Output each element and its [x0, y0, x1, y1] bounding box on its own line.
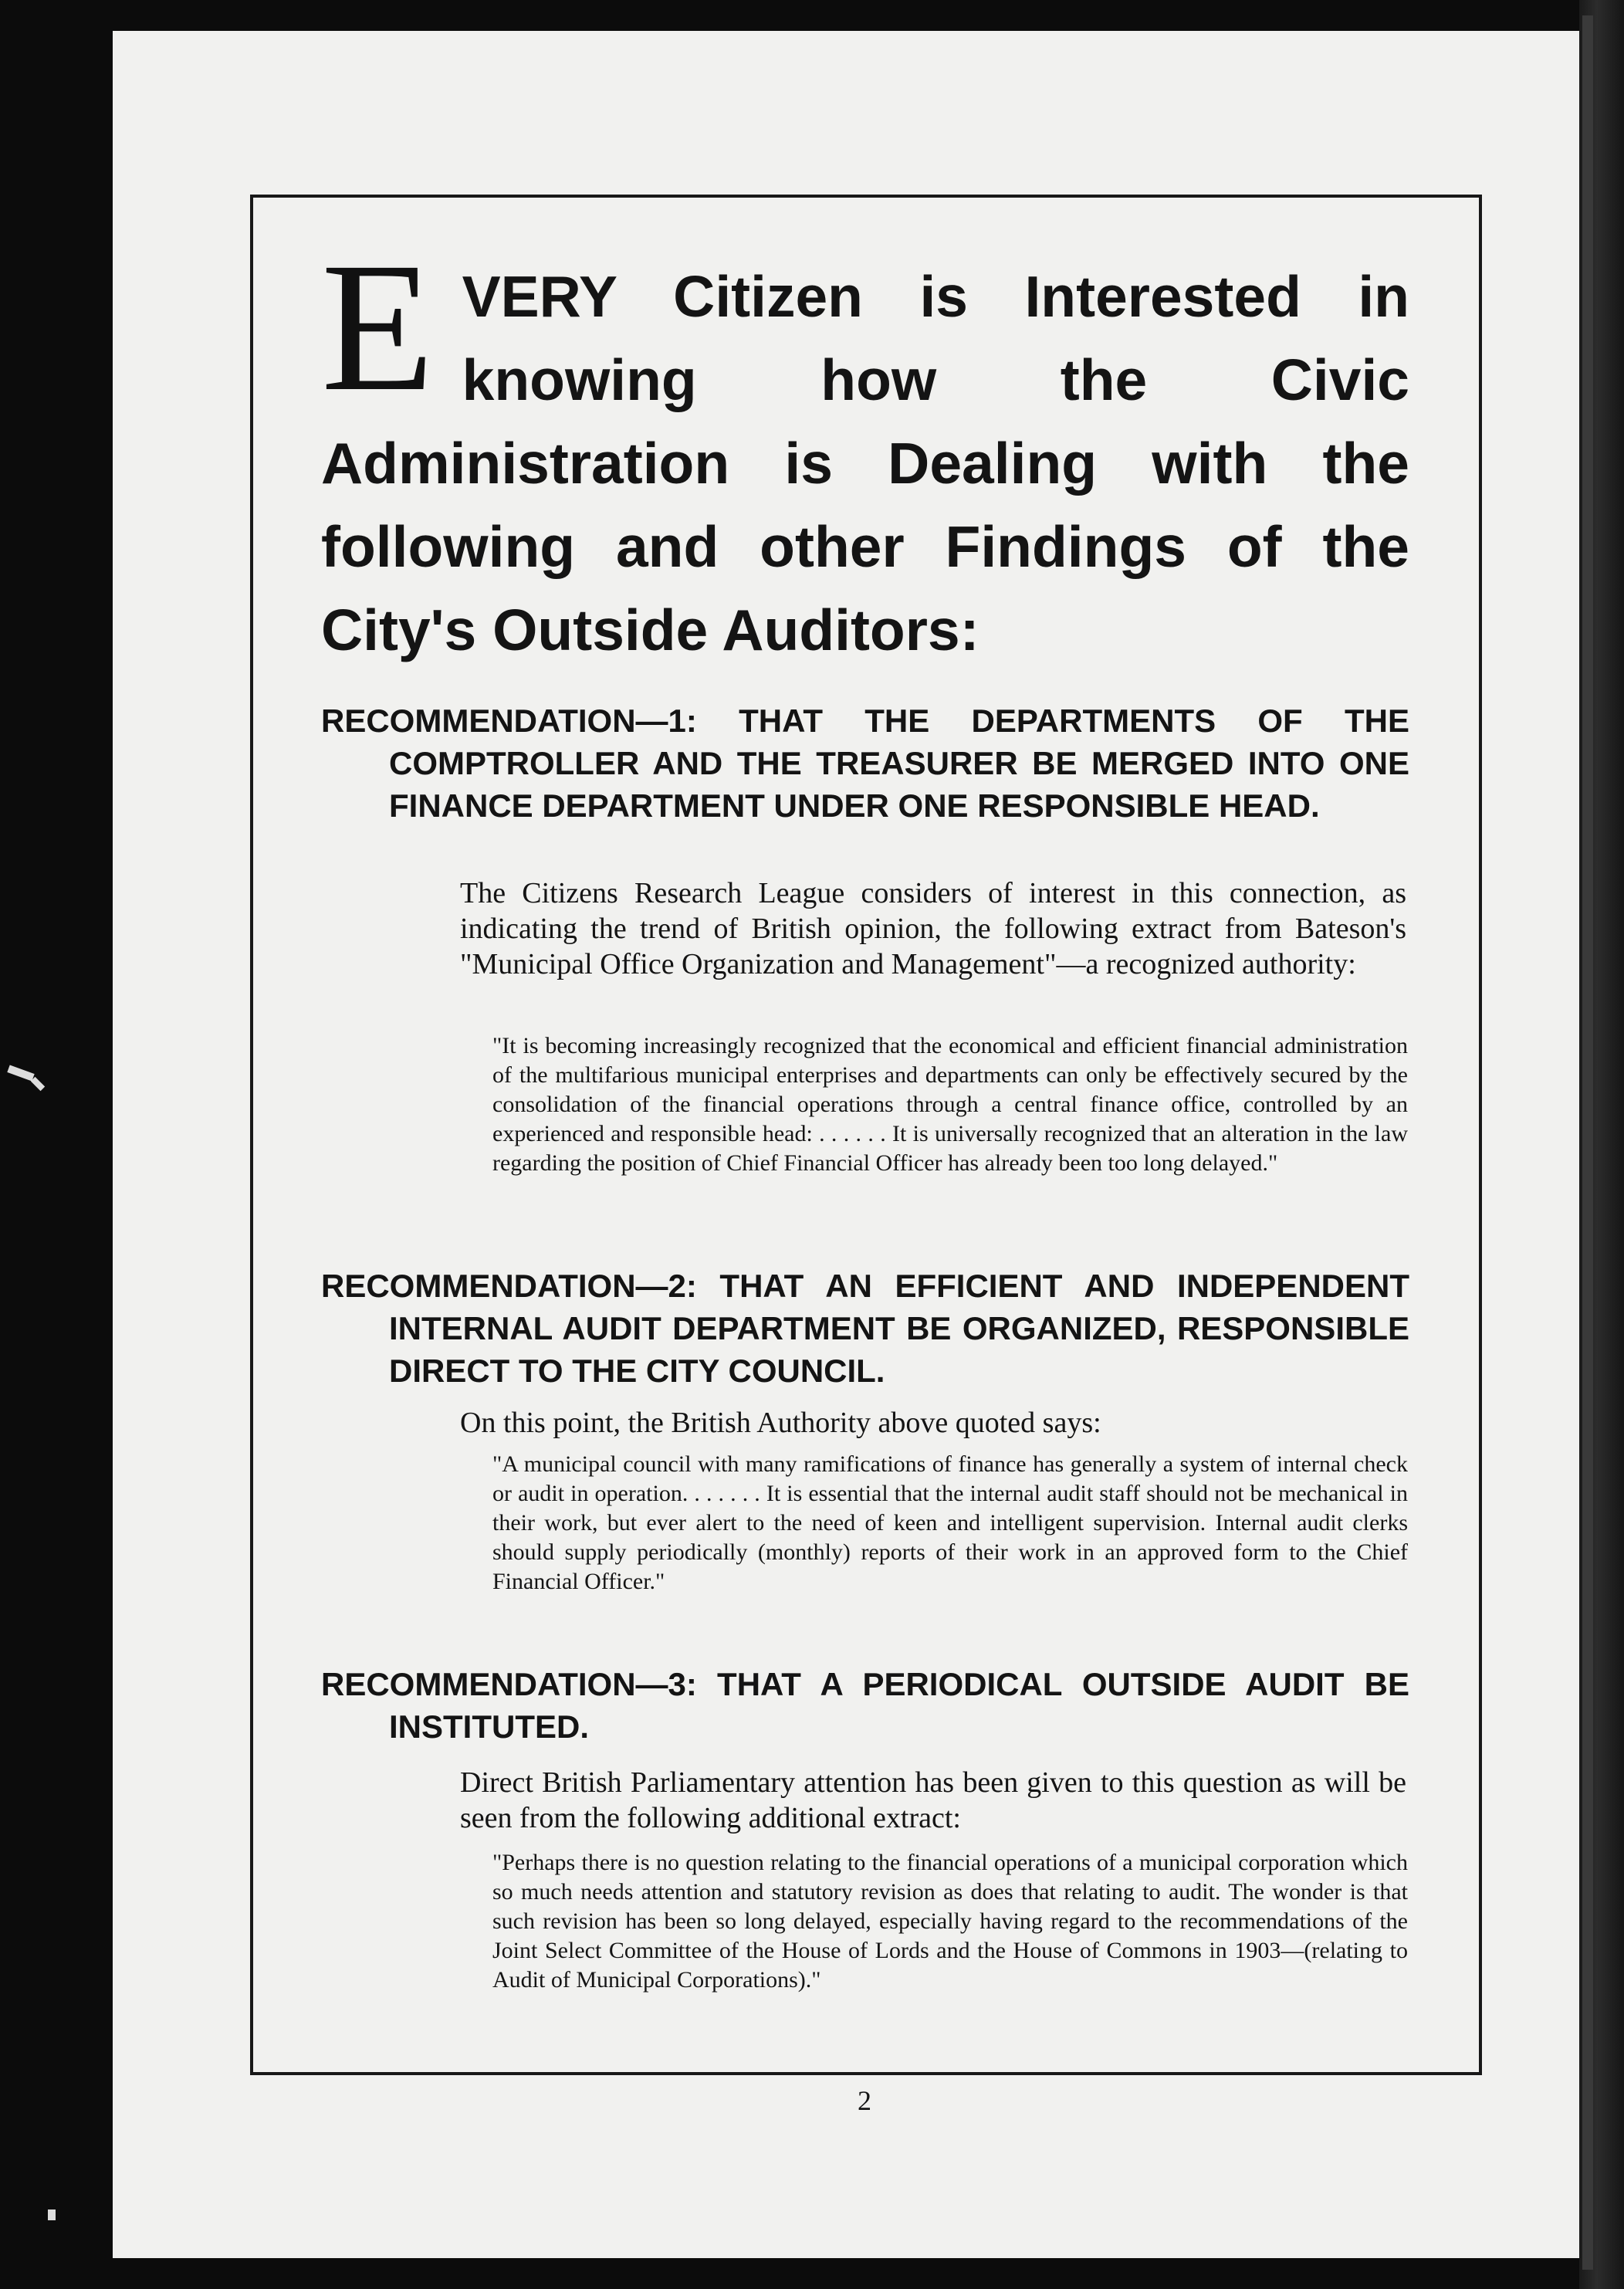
heading-dropcap: E	[321, 224, 435, 429]
page-number: 2	[858, 2085, 871, 2116]
recommendation-2-title: RECOMMENDATION—2: THAT AN EFFICIENT AND INDEPENDENT INTERNAL AUDIT DEPARTMENT BE ORGANIZED, RESPONSIBLE DIRECT TO THE CITY COUNCIL.	[321, 1268, 1409, 1389]
recommendation-3-title: RECOMMENDATION—3: THAT A PERIODICAL OUTSIDE AUDIT BE INSTITUTED.	[321, 1666, 1409, 1745]
scan-speck	[48, 2209, 56, 2220]
scan-speck	[31, 1077, 45, 1091]
recommendation-1-intro: The Citizens Research League considers of interest in this connection, as indicating the trend of British opinion, the following extract from Bateson's "Municipal Office Organization and Management"—a recognized authority:	[460, 877, 1406, 980]
scan-speck	[7, 1065, 34, 1081]
next-page-edge	[1582, 15, 1593, 2270]
recommendation-3-quote: "Perhaps there is no question relating to the financial operations of a municipal corporation which so much needs attention and statutory revision as does that relating to audit. The wonder is that such revision has been so long delayed, especially having regard to the recommendations of the Joint Select Committee of the House of Lords and the House of Commons in 1903—(relating to Audit of Municipal Corporations)."	[492, 1850, 1408, 1993]
heading-text: VERY Citizen is Interested in knowing how the Civic Administration is Dealing with the following and other Findings of the City's Outside Auditors:	[321, 264, 1409, 662]
recommendation-1-quote: "It is becoming increasingly recognized that the economical and efficient financial administration of the multifarious municipal enterprises and departments can only be effectively secured by the consolidation of the financial operations through a central finance office, controlled by an experienced and responsible head: . . . . . . It is universally recognized that an alteration in the law regarding the position of Chief Financial Officer has already been too long delayed."	[492, 1033, 1408, 1176]
recommendation-2-intro: On this point, the British Authority above quoted says:	[460, 1407, 1101, 1439]
recommendation-3-intro: Direct British Parliamentary attention has been given to this question as will be seen from the following additional extract:	[460, 1766, 1406, 1834]
recommendation-2-quote: "A municipal council with many ramifications of finance has generally a system of internal check or audit in operation. . . . . . . It is essential that the internal audit staff should not be mechanical in their work, but ever alert to the need of keen and intelligent supervision. Internal audit clerks should supply periodically (monthly) reports of their work in an approved form to the Chief Financial Officer."	[492, 1451, 1408, 1594]
page-heading	[321, 224, 1409, 672]
recommendation-1-title: RECOMMENDATION—1: THAT THE DEPARTMENTS OF THE COMPTROLLER AND THE TREASURER BE MERGED INTO ONE FINANCE DEPARTMENT UNDER ONE RESPONSIBLE HEAD.	[321, 703, 1409, 824]
